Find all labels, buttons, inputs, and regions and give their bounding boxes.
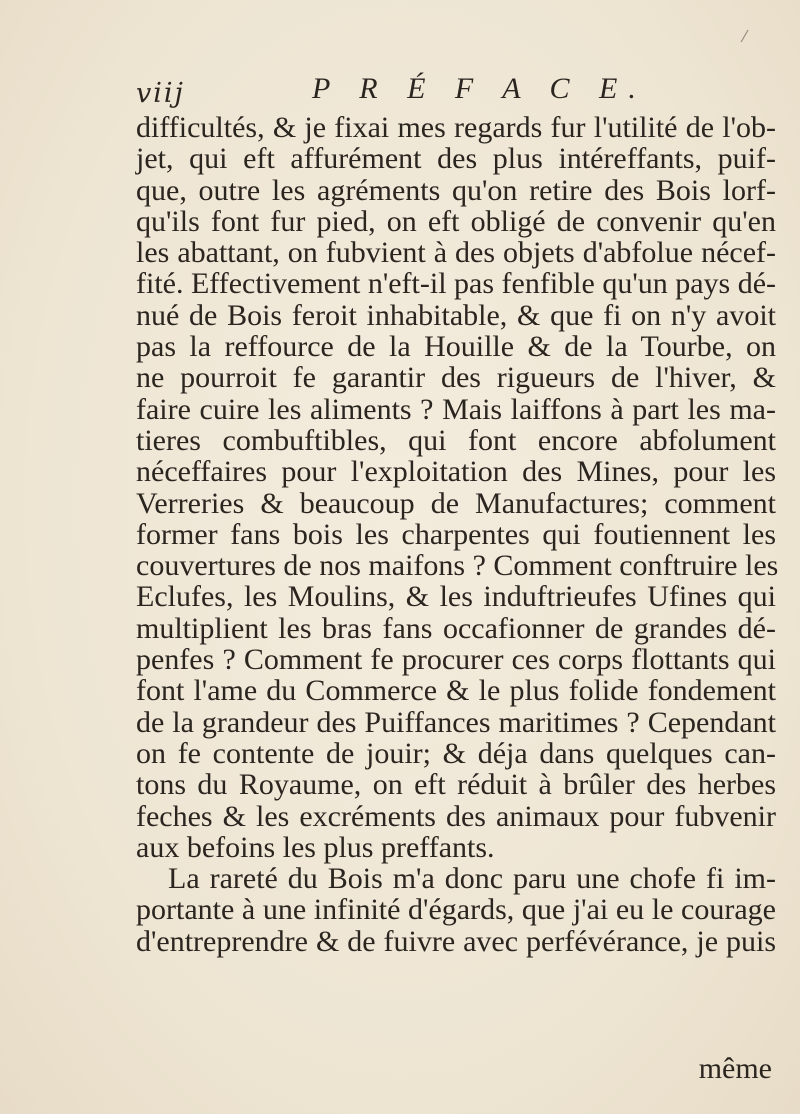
text-line: tons du Royaume, on eft réduit à brûler des herbes — [136, 768, 776, 802]
text-line: les abattant, on fubvient à des objets d'abfolue nécef- — [136, 236, 776, 270]
running-title: P R É F A C E. — [312, 72, 647, 105]
text-line: de la grandeur des Puiffances maritimes ? Cependant — [136, 705, 776, 739]
text-line: on fe contente de jouir; & déja dans quelques can- — [136, 736, 776, 770]
text-line: Eclufes, les Moulins, & les induftrieufes Ufines qui — [136, 580, 776, 614]
page-number: viij — [136, 78, 185, 109]
body-text — [136, 111, 779, 958]
text-line: jet, qui eft affurément des plus intéreffants, puif- — [136, 142, 776, 176]
running-head — [136, 72, 776, 112]
text-line: feches & les excréments des animaux pour fubvenir — [136, 799, 776, 833]
text-line: aux befoins les plus preffants. — [136, 830, 495, 864]
text-line: penfes ? Comment fe procurer ces corps flottants qui — [136, 643, 776, 677]
text-line: que, outre les agréments qu'on retire des Bois lorf- — [136, 173, 776, 207]
text-line: qu'ils font fur pied, on eft obligé de convenir qu'en — [136, 204, 776, 238]
text-line: tieres combuftibles, qui font encore abfolument — [136, 423, 776, 457]
text-line: néceffaires pour l'exploitation des Mines, pour les — [136, 455, 776, 489]
paragraph-start-line: La rareté du Bois m'a donc paru une chofe fi im- — [168, 862, 776, 896]
text-line: former fans bois les charpentes qui foutiennent les — [136, 517, 776, 551]
text-line: difficultés, & je fixai mes regards fur l'utilité de l'ob- — [136, 111, 776, 144]
catchword: même — [698, 1052, 772, 1085]
text-line: d'entreprendre & de fuivre avec perfévérance, je puis — [136, 924, 776, 958]
text-line: couvertures de nos maifons ? Comment conftruire les — [136, 549, 779, 583]
text-line: ne pourroit fe garantir des rigueurs de l'hiver, & — [136, 361, 776, 395]
text-line: multiplient les bras fans occafionner de grandes dé- — [136, 611, 776, 645]
text-line: fité. Effectivement n'eft-il pas fenfible qu'un pays dé- — [136, 267, 777, 301]
text-line: portante à une infinité d'égards, que j'ai eu le courage — [136, 893, 776, 927]
text-line: pas la reffource de la Houille & de la Tourbe, on — [136, 330, 776, 364]
text-line: Verreries & beaucoup de Manufactures; comment — [136, 486, 776, 520]
text-line: faire cuire les aliments ? Mais laiffons à part les ma- — [136, 392, 776, 426]
text-line: font l'ame du Commerce & le plus folide fondement — [136, 674, 776, 708]
stray-ink-mark: / — [740, 25, 750, 46]
text-line: nué de Bois feroit inhabitable, & que fi on n'y avoit — [136, 298, 776, 332]
